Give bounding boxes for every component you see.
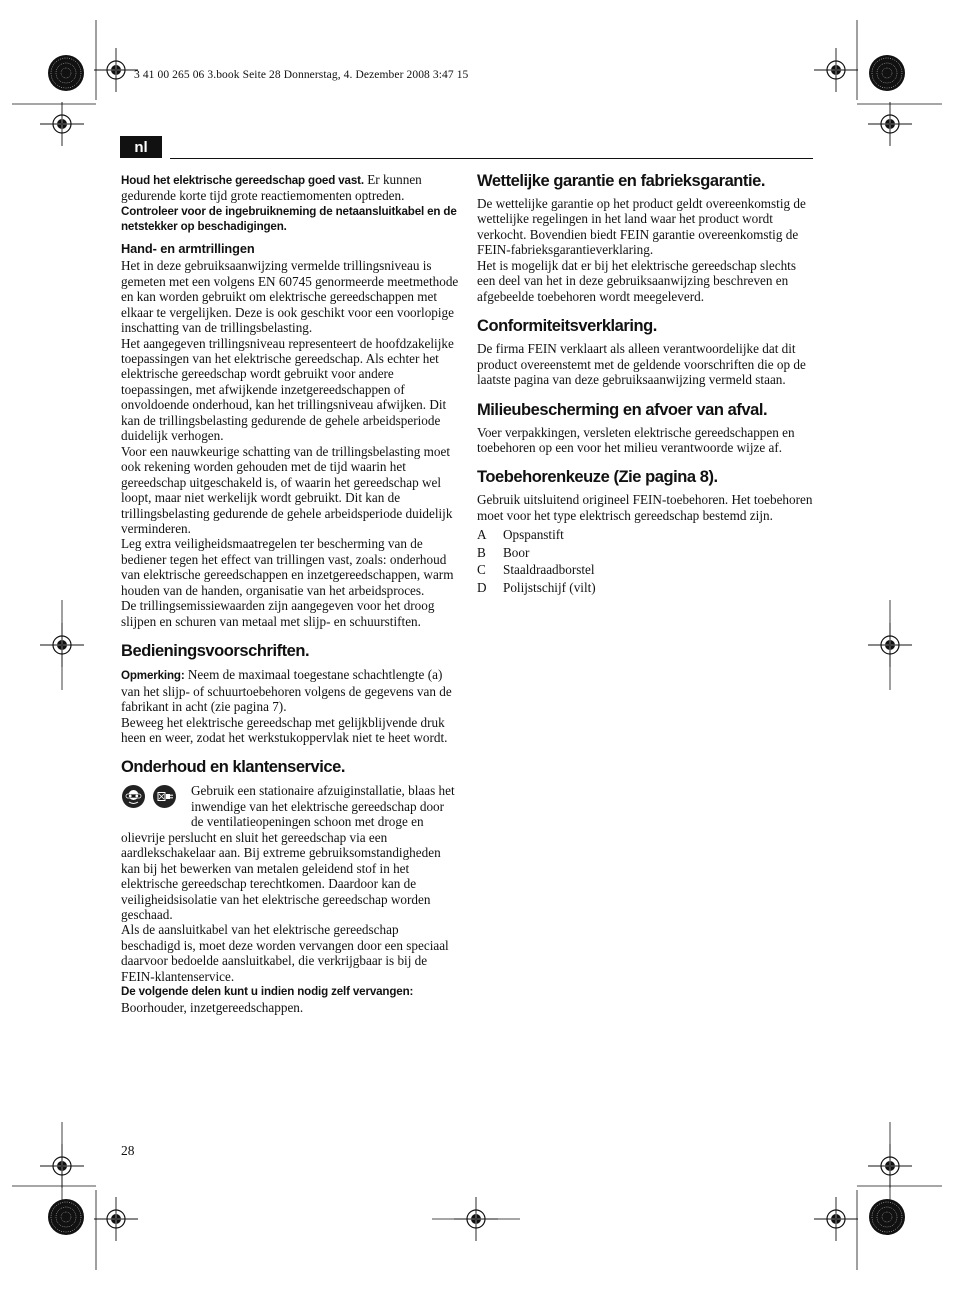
accessories-list	[477, 526, 817, 596]
vibration-paragraph: Leg extra veiligheidsmaatregelen ter bescherming van de bediener tegen het effect van trillingen vast, zoals: onderhoud van elektrische gereedschappen en inzetgereedschappen, warm houden van de handen, organisatie van het arbeidsproces.	[121, 536, 454, 598]
warranty-paragraph: Het is mogelijk dat er bij het elektrische gereedschap slechts een deel van het in deze gebruiksaanwijzing beschreven en afgebeelde toebehoren wordt meegeleverd.	[477, 257, 796, 304]
list-item	[477, 544, 817, 562]
top-rule	[170, 158, 813, 159]
print-header: 3 41 00 265 06 3.book Seite 28 Donnerstag, 4. Dezember 2008 3:47 15	[134, 69, 469, 81]
replaceable-parts-label: De volgende delen kunt u indien nodig zelf vervangen:	[121, 985, 414, 999]
list-item	[477, 526, 817, 544]
accessories-paragraph: Gebruik uitsluitend origineel FEIN-toebehoren. Het toebehoren moet voor het type elektrisch gereedschap bestemd zijn.	[477, 492, 813, 523]
list-text: Polijstschijf (vilt)	[503, 579, 596, 595]
vibration-paragraph: Het aangegeven trillingsniveau representeert de hoofdzakelijke toepassingen van het elektrische gereedschap. Als echter het elektrische gereedschap wordt gebruikt voor andere toepassingen, met afwijkende inzetgereedschappen of onvoldoende onderhoud, kan het trillingsniveau afwijken. Dit kan de trillingsbelasting gedurende de gehele arbeidsperiode duidelijk verhogen.	[121, 335, 454, 444]
operation-paragraph: Beweeg het elektrische gereedschap met gelijkblijvende druk heen en weer, zodat het werkstukoppervlak niet te heet wordt.	[121, 714, 448, 745]
intro-warning: Controleer voor de ingebruikneming de netaansluitkabel en de netstekker op beschadigingen.	[121, 204, 457, 234]
language-badge: nl	[120, 136, 162, 158]
list-item	[477, 561, 817, 579]
left-column	[121, 172, 459, 1015]
unplug-power-icon	[153, 785, 176, 808]
environment-heading: Milieubescherming en afvoer van afval.	[477, 400, 768, 419]
vibration-heading: Hand- en armtrillingen	[121, 240, 255, 256]
safety-icons	[121, 783, 191, 817]
vibration-paragraph: Voor een nauwkeurige schatting van de trillingsbelasting moet ook rekening worden gehouden met de tijd waarin het gereedschap uitgeschakeld is, of waarin het gereedschap wel loopt, maar niet werkelijk wordt gebruikt. Dit kan de trillingsbelasting gedurende de gehele arbeidsperiode duidelijk verminderen.	[121, 443, 453, 536]
list-text: Opspanstift	[503, 527, 564, 543]
list-letter: B	[477, 544, 486, 560]
operation-note	[121, 667, 459, 714]
vibration-paragraph: De trillingsemissiewaarden zijn aangegeven voor het droog slijpen en schuren van metaal met slijp- en schuurstiften.	[121, 598, 435, 629]
list-letter: A	[477, 527, 487, 543]
maintenance-paragraph: Gebruik een stationaire afzuiginstallatie, blaas het inwendige van het elektrische gereedschap door de ventilatieopeningen schoon met droge en olievrije perslucht en sluit het gereedschap via een aardlekschakelaar aan. Bij extreme gebruiksomstandigheden kan bij het bewerken van metalen geleidend stof in het elektrische gereedschap terechtkomen. Daardoor kan de veiligheidsisolatie van het elektrische gereedschap worden geschaad.	[121, 783, 455, 923]
maintenance-heading: Onderhoud en klantenservice.	[121, 758, 345, 777]
intro-bold: Houd het elektrische gereedschap goed vast.	[121, 174, 364, 187]
intro-paragraph	[121, 172, 459, 204]
intro-text: Er kunnen gedurende korte tijd grote reactiemomenten optreden.	[121, 172, 422, 204]
warranty-heading: Wettelijke garantie en fabrieksgarantie.	[477, 172, 765, 190]
replaceable-parts: Boorhouder, inzetgereedschappen.	[121, 999, 304, 1015]
list-letter: C	[477, 562, 486, 578]
list-letter: D	[477, 579, 487, 595]
operation-heading: Bedieningsvoorschriften.	[121, 642, 310, 661]
note-text: Neem de maximaal toegestane schachtlengte (a) van het slijp- of schuurtoebehoren volgens de gegevens van de fabrikant in acht (zie pagina 7).	[121, 667, 452, 715]
conformity-paragraph: De firma FEIN verklaart als alleen verantwoordelijke dat dit product overeenstemt met de geldende voorschriften die op de laatste pagina van deze gebruiksaanwijzing vermeld staan.	[477, 341, 806, 388]
note-label: Opmerking:	[121, 669, 185, 683]
list-text: Boor	[503, 544, 530, 560]
list-item	[477, 579, 817, 597]
warranty-paragraph: De wettelijke garantie op het product geldt overeenkomstig de wettelijke regelingen in het land waar het product wordt verkocht. Bovendien biedt FEIN garantie overeenkomstig de FEIN-fabrieksgarantieverklaring.	[477, 196, 806, 258]
page-number: 28	[121, 1143, 135, 1158]
safety-goggles-icon	[122, 785, 145, 808]
sunburst-mark	[48, 1199, 84, 1235]
vibration-paragraph: Het in deze gebruiksaanwijzing vermelde trillingsniveau is gemeten met een volgens EN 60745 genormeerde meetmethode en kan worden gebruikt om elektrische gereedschappen met elkaar te vergelijken. Deze is ook geschikt voor een voorlopige inschatting van de trillingsbelasting.	[121, 258, 459, 336]
accessories-heading: Toebehorenkeuze (Zie pagina 8).	[477, 468, 718, 487]
list-text: Staaldraadborstel	[503, 562, 595, 578]
sunburst-mark	[869, 1199, 905, 1235]
right-column	[477, 172, 817, 596]
sunburst-mark	[48, 55, 84, 91]
conformity-heading: Conformiteitsverklaring.	[477, 317, 657, 336]
sunburst-mark	[869, 55, 905, 91]
environment-paragraph: Voer verpakkingen, versleten elektrische gereedschappen en toebehoren op een voor het milieu verantwoorde wijze af.	[477, 424, 795, 455]
maintenance-paragraph: Als de aansluitkabel van het elektrische gereedschap beschadigd is, moet deze worden vervangen door een speciaal daarvoor bedoelde aansluitkabel, die verkrijgbaar is bij de FEIN-klantenservice.	[121, 922, 449, 984]
